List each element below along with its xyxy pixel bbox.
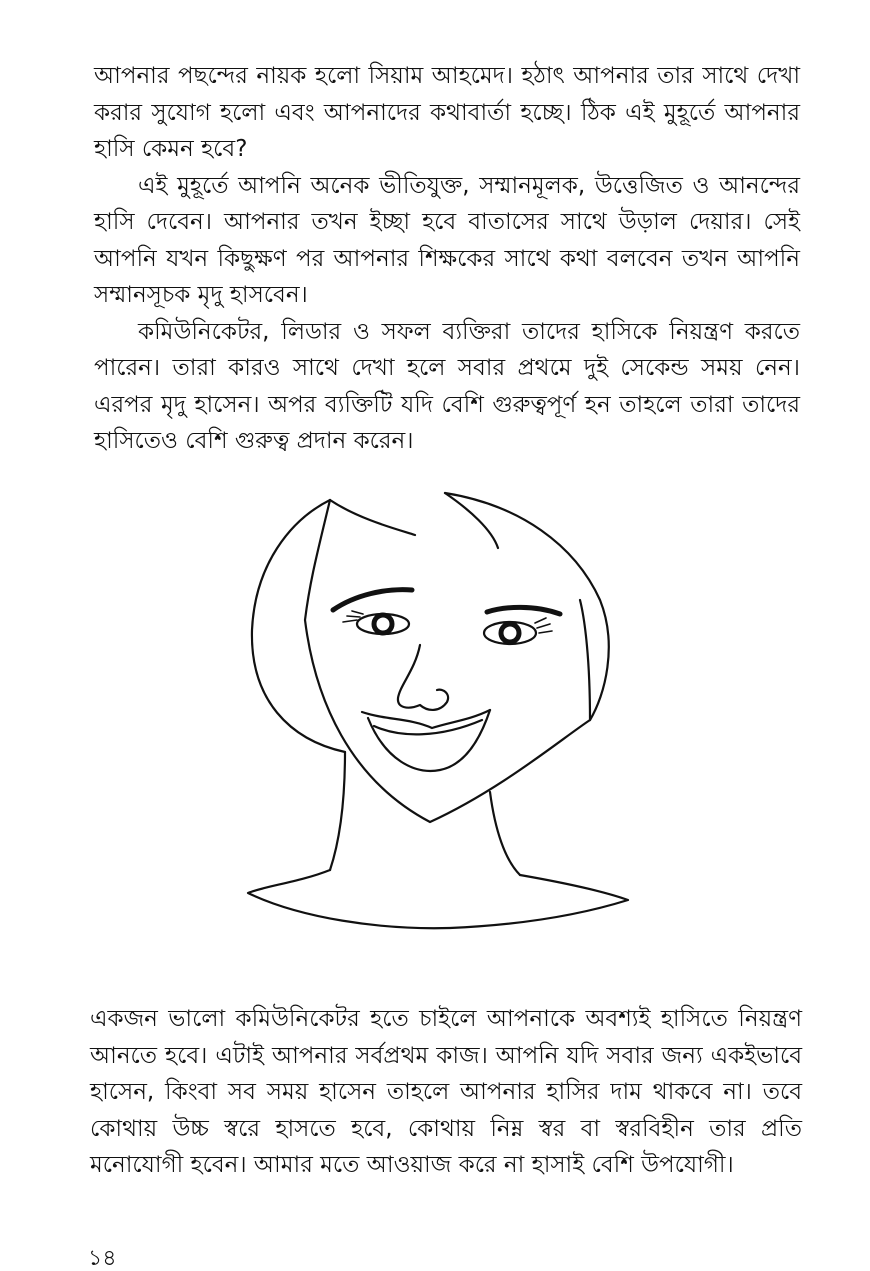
right-lashes — [535, 618, 552, 633]
paragraph-3: কমিউনিকেটর, লিডার ও সফল ব্যক্তিরা তাদের হাসিকে নিয়ন্ত্রণ করতে পারেন। তারা কারও সাথে দেখা হলে সবার প্রথমে দুই সেকেন্ড সময় নেন। এরপর মৃদু হাসেন। অপর ব্যক্তিটি যদি বেশি গুরুত্বপূর্ণ হন তাহলে তারা তাদের হাসিতেও বেশি গুরুত্ব প্রদান করেন। — [94, 318, 800, 454]
paragraph-4: একজন ভালো কমিউনিকেটর হতে চাইলে আপনাকে অবশ্যই হাসিতে নিয়ন্ত্রণ আনতে হবে। এটাই আপনার সর্বপ্রথম কাজ। আপনি যদি সবার জন্য একইভাবে হাসেন, কিংবা সব সময় হাসেন তাহলে আপনার হাসির দাম থাকবে না। তবে কোথায় উচ্চ স্বরে হাসতে হবে, কোথায় নিম্ন স্বর বা স্বরবিহীন তার প্রতি মনোযোগী হবেন। আমার মতে আওয়াজ করে না হাসাই বেশি উপযোগী। — [90, 1006, 802, 1178]
right-eyebrow — [487, 607, 560, 614]
upper-text-block — [94, 58, 800, 460]
smiling-face-illustration — [240, 480, 640, 940]
neck-left — [330, 752, 345, 870]
paragraph-1: আপনার পছন্দের নায়ক হলো সিয়াম আহমেদ। হঠাৎ আপনার তার সাথে দেখা করার সুযোগ হলো এবং আপনাদের কথাবার্তা হচ্ছে। ঠিক এই মুহূর্তে আপনার হাসি কেমন হবে? — [94, 63, 800, 162]
lower-text-block — [90, 1001, 802, 1184]
shoulders — [248, 870, 628, 928]
face-outline — [305, 500, 590, 822]
left-iris — [374, 615, 392, 633]
left-eyebrow — [333, 590, 412, 610]
right-iris — [501, 624, 519, 642]
nose — [398, 645, 448, 710]
neck-right — [490, 792, 520, 875]
mouth-lower-lip — [368, 710, 490, 771]
paragraph-2: এই মুহূর্তে আপনি অনেক ভীতিযুক্ত, সম্মানমূলক, উত্তেজিত ও আনন্দের হাসি দেবেন। আপনার তখন ইচ্ছা হবে বাতাসের সাথে উড়াল দেয়ার। সেই আপনি যখন কিছুক্ষণ পর আপনার শিক্ষকের সাথে কথা বলবেন তখন আপনি সম্মানসূচক মৃদু হাসবেন। — [94, 172, 800, 308]
page-number: ১৪ — [88, 1246, 117, 1271]
hair-fringe-right — [445, 493, 498, 548]
hair-fringe — [330, 500, 415, 535]
